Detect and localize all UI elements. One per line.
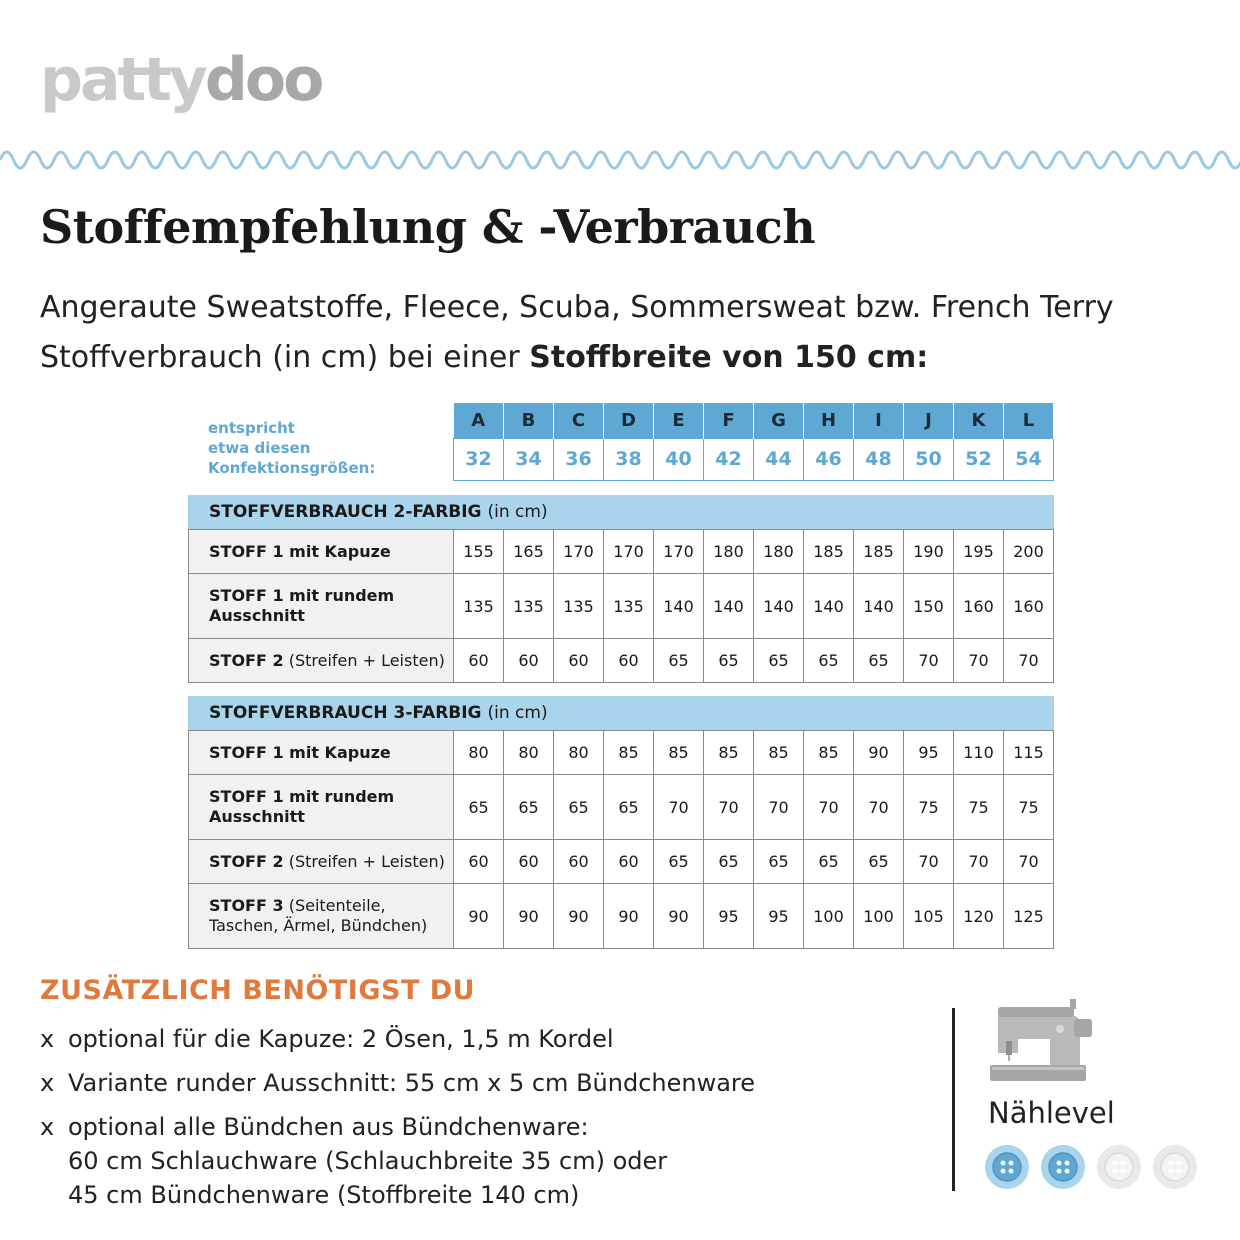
table-cell: 70	[1004, 840, 1054, 884]
row-label: STOFF 2 (Streifen + Leisten)	[189, 639, 454, 683]
table-cell: 115	[1004, 731, 1054, 775]
table-cell: 70	[1004, 639, 1054, 683]
table-cell: 100	[854, 884, 904, 949]
table-cell: 65	[504, 775, 554, 840]
row-label: STOFF 1 mit Kapuze	[189, 530, 454, 574]
table-cell: 140	[754, 574, 804, 639]
table-cell: 85	[704, 731, 754, 775]
table-cell: 65	[654, 840, 704, 884]
table-cell: 70	[804, 775, 854, 840]
table-cell: 70	[904, 840, 954, 884]
size-letter: F	[704, 403, 754, 438]
size-number: 54	[1004, 438, 1054, 480]
size-letter: K	[954, 403, 1004, 438]
size-number: 44	[754, 438, 804, 480]
sewing-machine-icon	[988, 995, 1098, 1085]
table-cell: 95	[704, 884, 754, 949]
table-cell: 65	[654, 639, 704, 683]
table-cell: 150	[904, 574, 954, 639]
fabric-width-line: Stoffverbrauch (in cm) bei einer Stoffbreite von 150 cm:	[40, 340, 929, 375]
table-cell: 195	[954, 530, 1004, 574]
table-cell: 70	[954, 639, 1004, 683]
table-cell: 65	[754, 639, 804, 683]
table-cell: 85	[804, 731, 854, 775]
table-cell: 85	[654, 731, 704, 775]
table-cell: 75	[954, 775, 1004, 840]
table-cell: 60	[604, 840, 654, 884]
table-3-farbig	[188, 730, 1054, 949]
size-letter: L	[1004, 403, 1054, 438]
size-letter: A	[454, 403, 504, 438]
fabric-recommendation: Angeraute Sweatstoffe, Fleece, Scuba, Sommersweat bzw. French Terry	[40, 290, 1114, 325]
table-cell: 95	[754, 884, 804, 949]
table-cell: 80	[554, 731, 604, 775]
row-label: STOFF 2 (Streifen + Leisten)	[189, 840, 454, 884]
table-cell: 80	[504, 731, 554, 775]
table-cell: 105	[904, 884, 954, 949]
table-cell: 65	[554, 775, 604, 840]
table-cell: 75	[904, 775, 954, 840]
table-cell: 140	[804, 574, 854, 639]
table-cell: 85	[754, 731, 804, 775]
table-cell: 165	[504, 530, 554, 574]
table-cell: 65	[704, 639, 754, 683]
table-cell: 60	[504, 840, 554, 884]
table-cell: 70	[654, 775, 704, 840]
table-cell: 140	[654, 574, 704, 639]
table-cell: 180	[754, 530, 804, 574]
table-cell: 200	[1004, 530, 1054, 574]
table-cell: 60	[504, 639, 554, 683]
table-cell: 60	[604, 639, 654, 683]
table-cell: 60	[554, 840, 604, 884]
table-row	[189, 840, 1054, 884]
row-label: STOFF 3 (Seitenteile, Taschen, Ärmel, Bündchen)	[189, 884, 454, 949]
level-button-active	[985, 1145, 1029, 1189]
table-cell: 170	[604, 530, 654, 574]
table-cell: 135	[504, 574, 554, 639]
table-cell: 90	[654, 884, 704, 949]
size-letter: B	[504, 403, 554, 438]
table-row	[189, 731, 1054, 775]
size-letter: G	[754, 403, 804, 438]
table-cell: 190	[904, 530, 954, 574]
table-cell: 65	[804, 840, 854, 884]
table-cell: 100	[804, 884, 854, 949]
table-cell: 185	[804, 530, 854, 574]
size-number: 36	[554, 438, 604, 480]
table-2-farbig	[188, 529, 1054, 683]
divider-line	[952, 1008, 955, 1191]
table-cell: 65	[804, 639, 854, 683]
table-cell: 135	[454, 574, 504, 639]
table-cell: 160	[1004, 574, 1054, 639]
table-cell: 180	[704, 530, 754, 574]
table-cell: 65	[604, 775, 654, 840]
extra-heading: ZUSÄTZLICH BENÖTIGST DU	[40, 975, 476, 1006]
table-row	[189, 639, 1054, 683]
pattydoo-logo: pattydoo	[40, 45, 322, 115]
table-row	[189, 574, 1054, 639]
table-cell: 70	[704, 775, 754, 840]
table-cell: 70	[754, 775, 804, 840]
list-item: x optional alle Bündchen aus Bündchenware: 60 cm Schlauchware (Schlauchbreite 35 cm) oder 45 cm Bündchenware (Stoffbreite 140 cm)	[40, 1113, 668, 1209]
table-cell: 60	[554, 639, 604, 683]
list-item: x Variante runder Ausschnitt: 55 cm x 5 cm Bündchenware	[40, 1069, 756, 1097]
table-cell: 110	[954, 731, 1004, 775]
table-row	[189, 530, 1054, 574]
table-cell: 120	[954, 884, 1004, 949]
table-cell: 135	[604, 574, 654, 639]
row-label: STOFF 1 mit Kapuze	[189, 731, 454, 775]
sewing-level-label: Nählevel	[988, 1096, 1115, 1130]
table-row	[189, 884, 1054, 949]
table-cell: 65	[854, 840, 904, 884]
table-cell: 60	[454, 840, 504, 884]
table-cell: 125	[1004, 884, 1054, 949]
table-cell: 170	[554, 530, 604, 574]
size-header-table	[453, 403, 1054, 481]
size-number: 38	[604, 438, 654, 480]
table-cell: 160	[954, 574, 1004, 639]
row-label: STOFF 1 mit rundem Ausschnitt	[189, 574, 454, 639]
zigzag-divider	[0, 140, 1240, 170]
size-equivalent-label: entspricht etwa diesen Konfektionsgrößen:	[208, 419, 376, 477]
row-label: STOFF 1 mit rundem Ausschnitt	[189, 775, 454, 840]
size-letter: J	[904, 403, 954, 438]
size-number: 48	[854, 438, 904, 480]
table-cell: 90	[454, 884, 504, 949]
table-cell: 135	[554, 574, 604, 639]
size-number: 42	[704, 438, 754, 480]
table-cell: 65	[754, 840, 804, 884]
list-item: x optional für die Kapuze: 2 Ösen, 1,5 m Kordel	[40, 1025, 614, 1053]
table-cell: 70	[904, 639, 954, 683]
table-cell: 80	[454, 731, 504, 775]
table-cell: 85	[604, 731, 654, 775]
size-letter: H	[804, 403, 854, 438]
table-cell: 155	[454, 530, 504, 574]
page-title: Stoffempfehlung & -Verbrauch	[40, 200, 816, 254]
size-number: 32	[454, 438, 504, 480]
size-number: 50	[904, 438, 954, 480]
section-3-farbig-header: STOFFVERBRAUCH 3-FARBIG (in cm)	[188, 696, 1054, 730]
table-cell: 75	[1004, 775, 1054, 840]
size-number: 46	[804, 438, 854, 480]
size-number: 52	[954, 438, 1004, 480]
level-button-inactive	[1097, 1145, 1141, 1189]
table-cell: 90	[554, 884, 604, 949]
table-cell: 90	[854, 731, 904, 775]
table-cell: 65	[704, 840, 754, 884]
table-cell: 65	[454, 775, 504, 840]
size-letter: C	[554, 403, 604, 438]
table-cell: 70	[854, 775, 904, 840]
table-cell: 65	[854, 639, 904, 683]
table-cell: 185	[854, 530, 904, 574]
size-number: 34	[504, 438, 554, 480]
table-cell: 60	[454, 639, 504, 683]
table-cell: 140	[704, 574, 754, 639]
table-cell: 90	[504, 884, 554, 949]
level-button-active	[1041, 1145, 1085, 1189]
table-cell: 95	[904, 731, 954, 775]
table-cell: 70	[954, 840, 1004, 884]
section-2-farbig-header: STOFFVERBRAUCH 2-FARBIG (in cm)	[188, 495, 1054, 529]
size-letter: E	[654, 403, 704, 438]
level-button-inactive	[1153, 1145, 1197, 1189]
table-cell: 170	[654, 530, 704, 574]
size-letter: I	[854, 403, 904, 438]
table-cell: 140	[854, 574, 904, 639]
table-cell: 90	[604, 884, 654, 949]
table-row	[189, 775, 1054, 840]
size-number: 40	[654, 438, 704, 480]
size-letter: D	[604, 403, 654, 438]
